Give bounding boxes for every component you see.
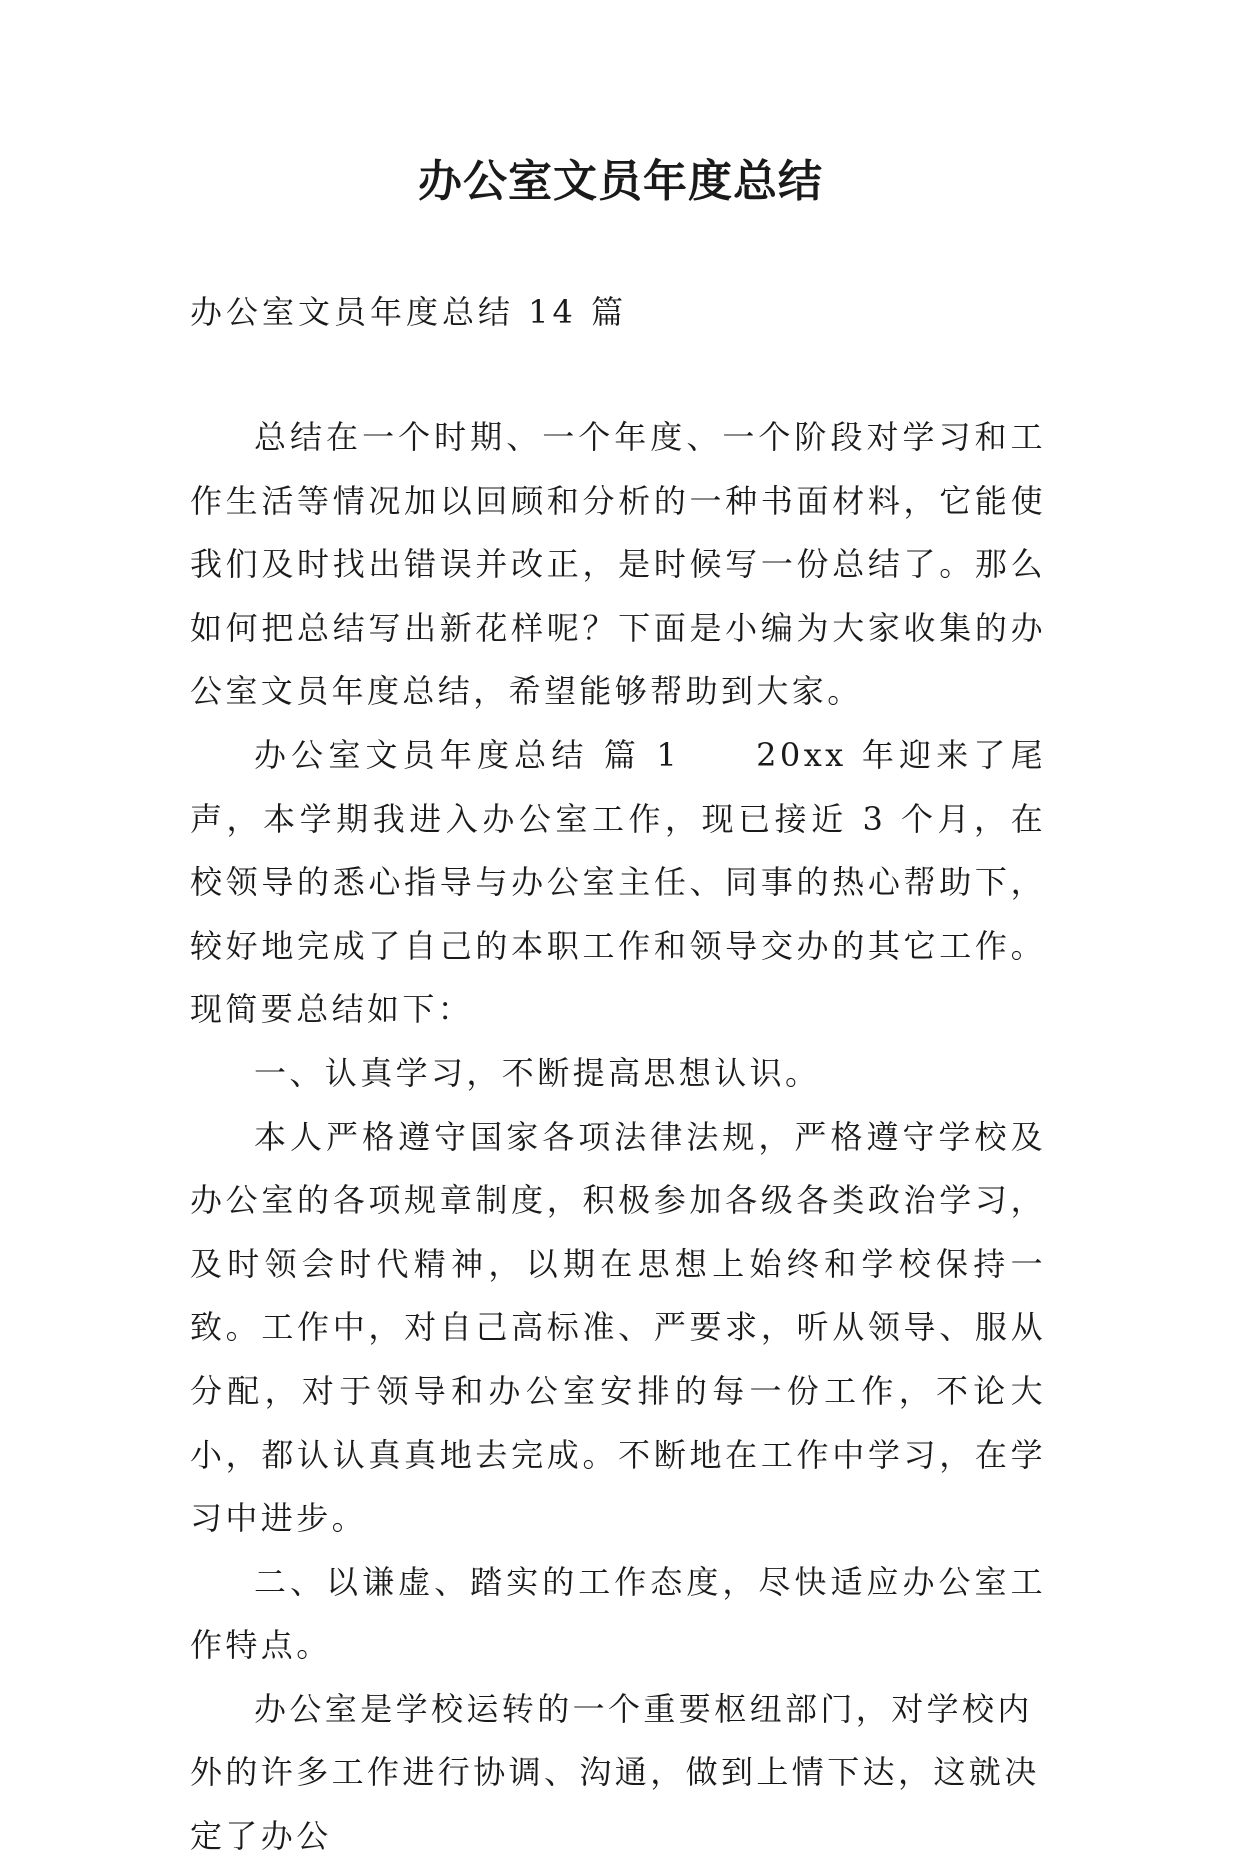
document-body [190, 406, 1046, 1869]
paragraph-office: 办公室是学校运转的一个重要枢纽部门，对学校内外的许多工作进行协调、沟通，做到上情下达，这就决定了办公 [190, 1689, 1040, 1856]
paragraph-intro: 总结在一个时期、一个年度、一个阶段对学习和工作生活等情况加以回顾和分析的一种书面材料，它能使我们及时找出错误并改正，是时候写一份总结了。那么如何把总结写出新花样呢？下面是小编为大家收集的办公室文员年度总结，希望能够帮助到大家。 [190, 418, 1046, 711]
document-title: 办公室文员年度总结 [418, 156, 823, 207]
document-subtitle: 办公室文员年度总结 14 篇 [190, 293, 628, 331]
heading-study: 一、认真学习，不断提高思想认识。 [254, 1053, 821, 1092]
paragraph-study: 本人严格遵守国家各项法律法规，严格遵守学校及办公室的各项规章制度，积极参加各级各类政治学习，及时领会时代精神，以期在思想上始终和学校保持一致。工作中，对自己高标准、严要求，听从领导、服从分配，对于领导和办公室安排的每一份工作，不论大小，都认认真真地去完成。不断地在工作中学习，在学习中进步。 [190, 1117, 1046, 1538]
paragraph-section-1: 办公室文员年度总结 篇 1 20xx 年迎来了尾声，本学期我进入办公室工作，现已接近 3 个月，在校领导的悉心指导与办公室主任、同事的热心帮助下，较好地完成了自己的本职工作和领导交办的其它工作。现简要总结如下： [190, 735, 1046, 1029]
heading-attitude: 二、以谦虚、踏实的工作态度，尽快适应办公室工作特点。 [190, 1562, 1046, 1665]
